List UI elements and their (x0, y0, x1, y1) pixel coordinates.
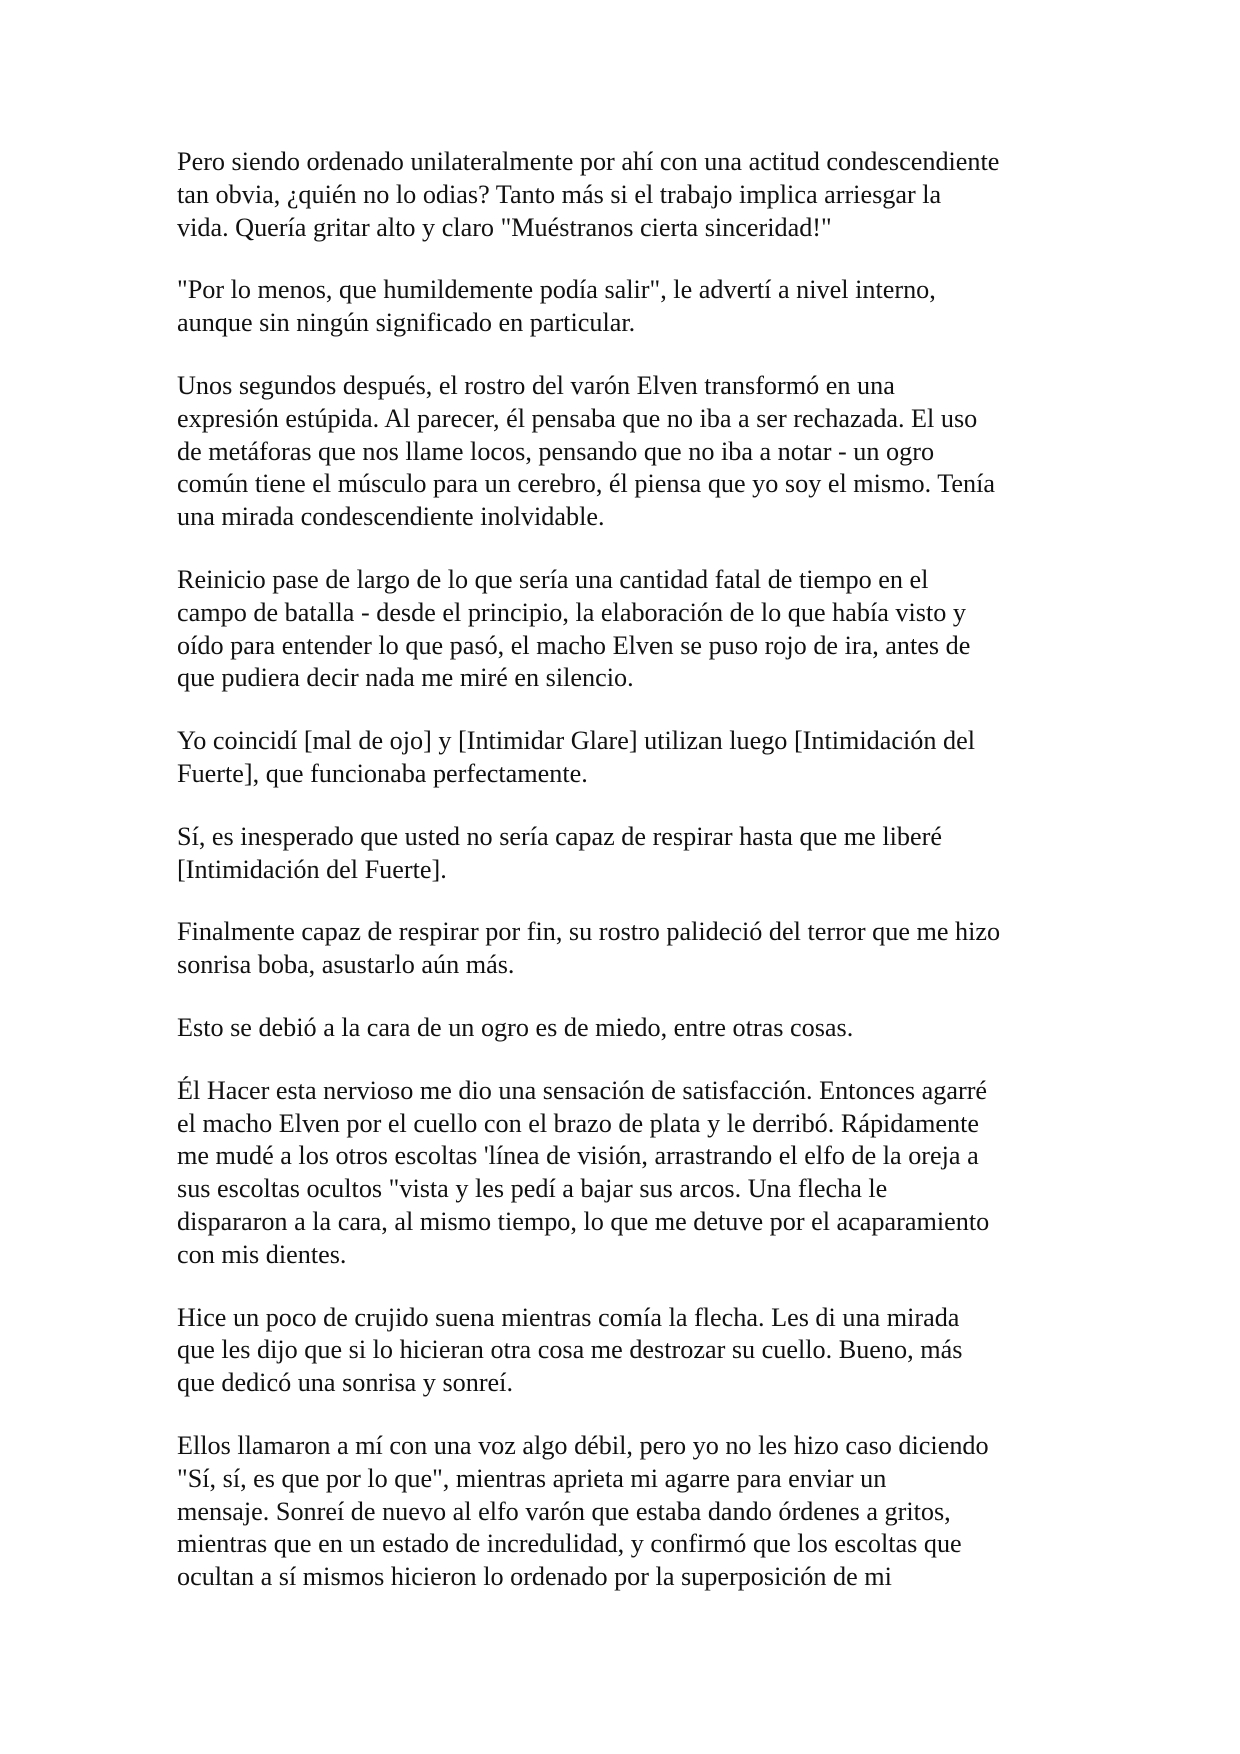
paragraph (177, 1302, 1087, 1400)
paragraph (177, 1012, 1087, 1045)
text-line: [Intimidación del Fuerte]. (177, 854, 447, 884)
text-line: mensaje. Sonreí de nuevo al elfo varón que estaba dando órdenes a gritos, (177, 1496, 951, 1526)
text-line: ocultan a sí mismos hicieron lo ordenado por la superposición de mi (177, 1562, 892, 1592)
text-line: Él Hacer esta nervioso me dio una sensación de satisfacción. Entonces agarré (177, 1075, 988, 1105)
text-line: Fuerte], que funcionaba perfectamente. (177, 758, 588, 788)
text-line: aunque sin ningún significado en particular. (177, 308, 636, 338)
text-line: de metáforas que nos llame locos, pensando que no iba a notar - un ogro (177, 436, 935, 466)
text-line: "Sí, sí, es que por lo que", mientras aprieta mi agarre para enviar un (177, 1463, 887, 1493)
text-line: dispararon a la cara, al mismo tiempo, lo que me detuve por el acaparamiento (177, 1206, 990, 1236)
text-line: mientras que en un estado de incredulidad, y confirmó que los escoltas que (177, 1529, 962, 1559)
paragraph (177, 916, 1087, 982)
paragraph (177, 564, 1087, 695)
text-line: una mirada condescendiente inolvidable. (177, 502, 605, 532)
body-text (177, 146, 1087, 1624)
text-line: que dedicó una sonrisa y sonreí. (177, 1368, 513, 1398)
text-line: Yo coincidí [mal de ojo] y [Intimidar Glare] utilizan luego [Intimidación del (177, 726, 976, 756)
text-line: oído para entender lo que pasó, el macho Elven se puso rojo de ira, antes de (177, 630, 971, 660)
paragraph (177, 370, 1087, 534)
paragraph (177, 725, 1087, 791)
text-line: Ellos llamaron a mí con una voz algo débil, pero yo no les hizo caso diciendo (177, 1430, 989, 1460)
text-line: Reinicio pase de largo de lo que sería una cantidad fatal de tiempo en el (177, 564, 929, 594)
text-line: "Por lo menos, que humildemente podía salir", le advertí a nivel interno, (177, 275, 936, 305)
text-line: común tiene el músculo para un cerebro, él piensa que yo soy el mismo. Tenía (177, 469, 995, 499)
text-line: Esto se debió a la cara de un ogro es de miedo, entre otras cosas. (177, 1012, 854, 1042)
text-line: que les dijo que si lo hicieran otra cosa me destrozar su cuello. Bueno, más (177, 1335, 963, 1365)
text-line: Sí, es inesperado que usted no sería capaz de respirar hasta que me liberé (177, 821, 942, 851)
text-line: Hice un poco de crujido suena mientras comía la flecha. Les di una mirada (177, 1302, 960, 1332)
text-line: el macho Elven por el cuello con el brazo de plata y le derribó. Rápidamente (177, 1108, 980, 1138)
text-line: me mudé a los otros escoltas 'línea de visión, arrastrando el elfo de la oreja a (177, 1141, 979, 1171)
paragraph (177, 146, 1087, 244)
text-line: Finalmente capaz de respirar por fin, su rostro palideció del terror que me hizo (177, 917, 1001, 947)
paragraph (177, 274, 1087, 340)
text-line: campo de batalla - desde el principio, la elaboración de lo que había visto y (177, 597, 966, 627)
text-line: sonrisa boba, asustarlo aún más. (177, 950, 515, 980)
text-line: que pudiera decir nada me miré en silencio. (177, 663, 634, 693)
text-line: con mis dientes. (177, 1239, 347, 1269)
text-line: Unos segundos después, el rostro del varón Elven transformó en una (177, 370, 895, 400)
text-line: Pero siendo ordenado unilateralmente por ahí con una actitud condescendiente (177, 147, 1000, 176)
paragraph (177, 1430, 1087, 1594)
text-line: tan obvia, ¿quién no lo odias? Tanto más si el trabajo implica arriesgar la (177, 179, 942, 209)
paragraph (177, 821, 1087, 887)
paragraph (177, 1075, 1087, 1272)
text-line: sus escoltas ocultos "vista y les pedí a bajar sus arcos. Una flecha le (177, 1174, 888, 1204)
text-line: vida. Quería gritar alto y claro "Muéstranos cierta sinceridad!" (177, 212, 832, 242)
text-line: expresión estúpida. Al parecer, él pensaba que no iba a ser rechazada. El uso (177, 403, 978, 433)
